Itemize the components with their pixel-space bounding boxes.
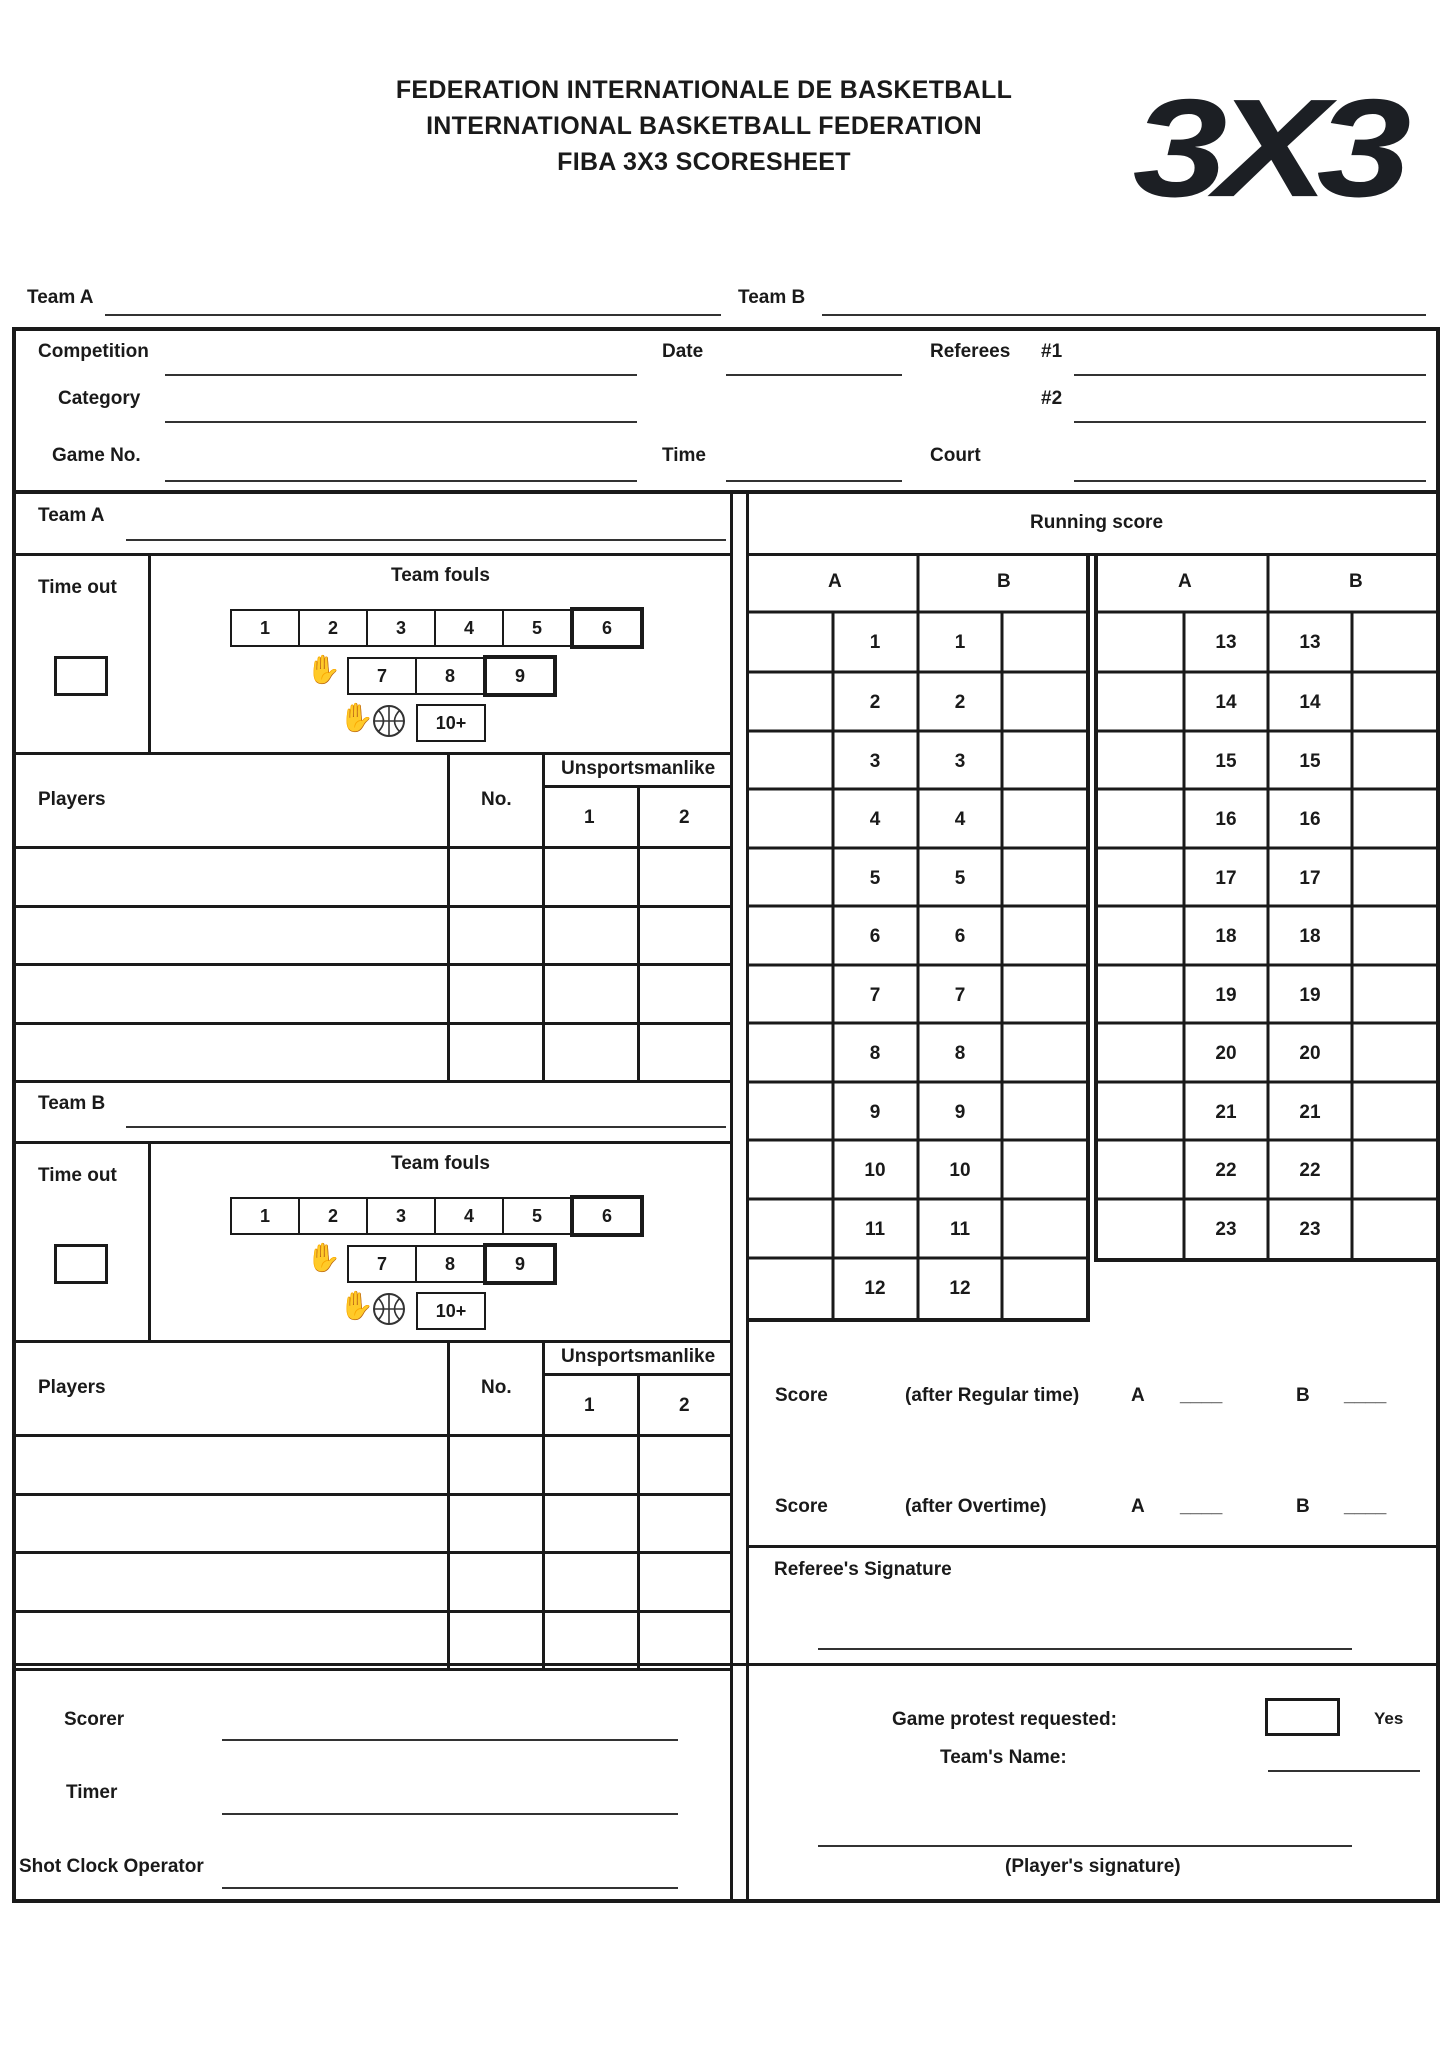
- team-a-unsportsmanlike-label: Unsportsmanlike: [561, 758, 716, 779]
- team-b-hand-icon-2: ✋: [339, 1290, 374, 1321]
- running-col-a-right: A: [1178, 571, 1192, 592]
- score-overtime-a-blank[interactable]: ____: [1180, 1496, 1223, 1517]
- date-label: Date: [662, 341, 704, 362]
- team-a-fouls-label: Team fouls: [391, 565, 490, 586]
- team-a-u2-label: 2: [679, 807, 690, 828]
- running-a-16[interactable]: 16: [1215, 808, 1237, 830]
- header-line-3: FIBA 3X3 SCORESHEET: [557, 148, 851, 176]
- running-a-8[interactable]: 8: [869, 1042, 881, 1064]
- team-a-foul-10plus[interactable]: 10+: [416, 704, 486, 742]
- referee-signature-field[interactable]: [818, 1648, 1352, 1650]
- team-a-label: Team A: [38, 505, 105, 526]
- score-overtime-b-blank[interactable]: ____: [1344, 1496, 1387, 1517]
- score-overtime-period: (after Overtime): [905, 1496, 1047, 1517]
- team-a-foul-2[interactable]: 2: [298, 609, 368, 647]
- team-b-u2-label: 2: [679, 1395, 690, 1416]
- running-a-9[interactable]: 9: [869, 1101, 881, 1123]
- running-score-title: Running score: [1030, 512, 1164, 533]
- running-b-10[interactable]: 10: [949, 1159, 971, 1181]
- team-a-players-label: Players: [38, 789, 106, 810]
- timer-label: Timer: [66, 1782, 118, 1803]
- competition-label: Competition: [38, 341, 149, 362]
- team-b-foul-9[interactable]: 9: [483, 1243, 557, 1285]
- score-regular-period: (after Regular time): [905, 1385, 1080, 1406]
- team-b-hand-icon-1: ✋: [306, 1242, 341, 1273]
- team-b-players-label: Players: [38, 1377, 106, 1398]
- game-no-label: Game No.: [52, 445, 141, 466]
- running-b-5[interactable]: 5: [954, 867, 966, 889]
- team-b-no-label: No.: [481, 1377, 512, 1398]
- running-col-b-right: B: [1349, 571, 1363, 592]
- team-a-foul-4[interactable]: 4: [434, 609, 504, 647]
- team-b-u1-label: 1: [584, 1395, 595, 1416]
- running-b-13[interactable]: 13: [1299, 631, 1321, 653]
- top-team-b-label: Team B: [738, 287, 806, 308]
- running-b-22[interactable]: 22: [1299, 1159, 1321, 1181]
- score-regular-label: Score: [775, 1385, 828, 1406]
- referee-1-label: #1: [1041, 341, 1063, 362]
- team-a-hand-icon-1: ✋: [306, 654, 341, 685]
- running-a-22[interactable]: 22: [1215, 1159, 1237, 1181]
- team-a-no-label: No.: [481, 789, 512, 810]
- score-regular-b-label: B: [1296, 1385, 1310, 1406]
- team-a-foul-1[interactable]: 1: [230, 609, 300, 647]
- court-label: Court: [930, 445, 981, 466]
- running-a-6[interactable]: 6: [869, 925, 881, 947]
- team-b-label: Team B: [38, 1093, 106, 1114]
- referees-label: Referees: [930, 341, 1011, 362]
- running-b-1[interactable]: 1: [954, 631, 966, 653]
- score-regular-a-label: A: [1131, 1385, 1145, 1406]
- team-a-foul-9[interactable]: 9: [483, 655, 557, 697]
- scorer-label: Scorer: [64, 1709, 125, 1730]
- running-b-16[interactable]: 16: [1299, 808, 1321, 830]
- team-b-foul-10plus[interactable]: 10+: [416, 1292, 486, 1330]
- team-a-foul-7[interactable]: 7: [347, 657, 417, 695]
- running-b-18[interactable]: 18: [1299, 925, 1321, 947]
- running-b-4[interactable]: 4: [954, 808, 966, 830]
- running-a-14[interactable]: 14: [1215, 691, 1237, 713]
- protest-label: Game protest requested:: [892, 1709, 1117, 1730]
- running-b-19[interactable]: 19: [1299, 984, 1321, 1006]
- running-a-21[interactable]: 21: [1215, 1101, 1237, 1123]
- team-a-foul-6[interactable]: 6: [570, 607, 644, 649]
- referee-signature-label: Referee's Signature: [774, 1559, 952, 1580]
- team-b-foul-7[interactable]: 7: [347, 1245, 417, 1283]
- running-b-17[interactable]: 17: [1299, 867, 1321, 889]
- protest-extra-field[interactable]: [1268, 1770, 1420, 1772]
- team-b-foul-8[interactable]: 8: [415, 1245, 485, 1283]
- running-col-b-left: B: [997, 571, 1011, 592]
- protest-yes-box[interactable]: [1265, 1698, 1340, 1736]
- score-overtime-b-label: B: [1296, 1496, 1310, 1517]
- team-name-label: Team's Name:: [940, 1747, 1067, 1768]
- running-a-15[interactable]: 15: [1215, 750, 1237, 772]
- score-overtime-label: Score: [775, 1496, 828, 1517]
- running-a-12[interactable]: 12: [864, 1277, 886, 1299]
- running-a-11[interactable]: 11: [864, 1218, 886, 1240]
- score-regular-b-blank[interactable]: ____: [1344, 1385, 1387, 1406]
- running-b-8[interactable]: 8: [954, 1042, 966, 1064]
- shot-clock-label: Shot Clock Operator: [19, 1856, 204, 1877]
- running-b-6[interactable]: 6: [954, 925, 966, 947]
- score-section-divider: [748, 1545, 1440, 1548]
- running-b-9[interactable]: 9: [954, 1101, 966, 1123]
- running-col-a-left: A: [828, 571, 842, 592]
- running-b-20[interactable]: 20: [1299, 1042, 1321, 1064]
- running-a-2[interactable]: 2: [869, 691, 881, 713]
- team-a-foul-3[interactable]: 3: [366, 609, 436, 647]
- team-a-foul-5[interactable]: 5: [502, 609, 572, 647]
- player-signature-label: (Player's signature): [1005, 1856, 1181, 1877]
- team-b-foul-4[interactable]: 4: [434, 1197, 504, 1235]
- team-b-fouls-label: Team fouls: [391, 1153, 490, 1174]
- running-a-5[interactable]: 5: [869, 867, 881, 889]
- running-a-4[interactable]: 4: [869, 808, 881, 830]
- running-b-23[interactable]: 23: [1299, 1218, 1321, 1240]
- top-team-a-label: Team A: [27, 287, 94, 308]
- team-b-timeout-label: Time out: [38, 1165, 117, 1186]
- svg-text:3X3: 3X3: [1132, 78, 1400, 214]
- protest-yes-label: Yes: [1374, 1709, 1404, 1728]
- running-a-18[interactable]: 18: [1215, 925, 1237, 947]
- team-b-unsportsmanlike-label: Unsportsmanlike: [561, 1346, 716, 1367]
- team-b-foul-5[interactable]: 5: [502, 1197, 572, 1235]
- signature-section-divider: [12, 1663, 1440, 1666]
- score-overtime-a-label: A: [1131, 1496, 1145, 1517]
- team-a-foul-8[interactable]: 8: [415, 657, 485, 695]
- referee-2-label: #2: [1041, 388, 1063, 409]
- player-signature-field[interactable]: [818, 1845, 1352, 1847]
- running-a-19[interactable]: 19: [1215, 984, 1237, 1006]
- running-b-12[interactable]: 12: [949, 1277, 971, 1299]
- header-line-1: FEDERATION INTERNATIONALE DE BASKETBALL: [395, 76, 1013, 104]
- running-a-1[interactable]: 1: [869, 631, 881, 653]
- running-a-17[interactable]: 17: [1215, 867, 1237, 889]
- running-b-11[interactable]: 11: [949, 1218, 971, 1240]
- team-a-timeout-label: Time out: [38, 577, 117, 598]
- team-b-foul-3[interactable]: 3: [366, 1197, 436, 1235]
- team-a-u1-label: 1: [584, 807, 595, 828]
- running-a-13[interactable]: 13: [1215, 631, 1237, 653]
- running-a-10[interactable]: 10: [864, 1159, 886, 1181]
- running-b-3[interactable]: 3: [954, 750, 966, 772]
- running-a-20[interactable]: 20: [1215, 1042, 1237, 1064]
- team-b-foul-1[interactable]: 1: [230, 1197, 300, 1235]
- running-b-14[interactable]: 14: [1299, 691, 1321, 713]
- team-b-foul-6[interactable]: 6: [570, 1195, 644, 1237]
- running-b-15[interactable]: 15: [1299, 750, 1321, 772]
- running-b-2[interactable]: 2: [954, 691, 966, 713]
- running-b-7[interactable]: 7: [954, 984, 966, 1006]
- team-b-foul-2[interactable]: 2: [298, 1197, 368, 1235]
- time-label: Time: [662, 445, 707, 466]
- category-label: Category: [58, 388, 141, 409]
- team-a-hand-icon-2: ✋: [339, 702, 374, 733]
- running-b-21[interactable]: 21: [1299, 1101, 1321, 1123]
- header-line-2: INTERNATIONAL BASKETBALL FEDERATION: [426, 112, 982, 140]
- running-a-3[interactable]: 3: [869, 750, 881, 772]
- running-a-23[interactable]: 23: [1215, 1218, 1237, 1240]
- running-a-7[interactable]: 7: [869, 984, 881, 1006]
- score-regular-a-blank[interactable]: ____: [1180, 1385, 1223, 1406]
